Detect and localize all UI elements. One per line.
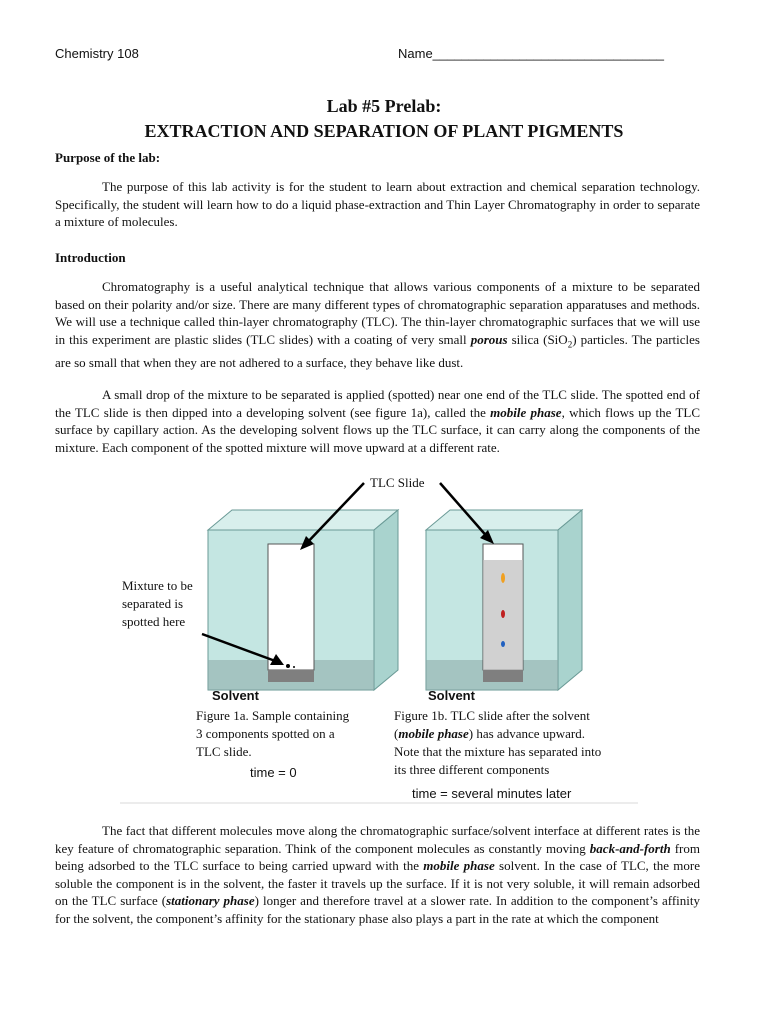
- name-field-label: Name________________________________: [398, 46, 665, 61]
- caption-1a-line2: 3 components spotted on a: [196, 726, 335, 741]
- closing-paragraph: [55, 822, 700, 928]
- purpose-text: The purpose of this lab activity is for the student to learn about extraction and chemical separation technology. Specifically, the student will learn how to do a liquid phase-extraction and Thin Layer Chromatography in order to separate a mixture of molecules.: [55, 179, 700, 230]
- caption-1b-line1: Figure 1b. TLC slide after the solvent: [394, 708, 590, 723]
- tlc-figure: [120, 472, 638, 804]
- tank-right-top: [426, 510, 582, 530]
- sample-spot: [286, 664, 290, 668]
- intro-p2-mobile-phase: mobile phase: [490, 404, 562, 420]
- caption-1b-line4: its three different components: [394, 762, 550, 777]
- intro-p2-text-a: A small drop of the mixture to be separated is applied (spotted) near one end of the TLC slide. The spotted end of the TLC slide is then dipped into a developing solvent (see figure 1a), called the: [55, 387, 700, 420]
- caption-1b-line2: [394, 726, 585, 741]
- purpose-heading: Purpose of the lab:: [55, 150, 161, 165]
- lab-subtitle: EXTRACTION AND SEPARATION OF PLANT PIGMENTS: [144, 121, 624, 141]
- introduction-heading: Introduction: [55, 250, 126, 265]
- purpose-paragraph: [55, 178, 700, 231]
- solvent-label-right: Solvent: [428, 688, 475, 703]
- caption-1b-line3: Note that the mixture has separated into: [394, 744, 602, 759]
- course-label: Chemistry 108: [55, 46, 139, 61]
- component-spot-red: [501, 610, 505, 618]
- caption-1b-paren-open: (: [394, 726, 399, 741]
- component-spot-orange: [501, 573, 505, 583]
- mixture-label-line2: separated is: [122, 596, 184, 611]
- closing-mobile-phase: mobile phase: [423, 858, 495, 874]
- tlc-slide-left-immersed: [268, 670, 314, 682]
- lab-title: Lab #5 Prelab:: [326, 96, 442, 116]
- time-later-label: time = several minutes later: [412, 786, 572, 801]
- tank-right-side: [558, 510, 582, 690]
- tank-right: [426, 510, 582, 703]
- intro-p2-text-b: , which flows up the TLC surface by capillary action. As the developing solvent flows up the TLC surface, it can carry along the components of the mixture. Each component of the spotted mixture will move upward at a different rate.: [55, 404, 701, 455]
- sample-spot-small: [293, 666, 295, 668]
- tank-left-top: [208, 510, 398, 530]
- solvent-label-left: Solvent: [212, 688, 259, 703]
- caption-1b-rest: ) has advance upward.: [468, 726, 585, 741]
- closing-text-c: from being adsorbed to the TLC surface to being carried upward with the: [55, 840, 700, 874]
- closing-stationary-phase: stationary phase: [166, 893, 255, 909]
- tlc-slide-label: TLC Slide: [370, 475, 425, 490]
- intro-paragraph-1: [55, 278, 700, 372]
- mixture-label-line3: spotted here: [122, 614, 186, 629]
- caption-1a-line3: TLC slide.: [196, 744, 252, 759]
- closing-back-and-forth: back-and-forth: [589, 840, 671, 856]
- closing-text-e: solvent. In the case of TLC, the more soluble the component is in the solvent, the faster it travels up the surface. If it is not very soluble, it will remain adsorbed on the TLC surface (: [55, 858, 700, 909]
- tank-left-side: [374, 510, 398, 690]
- intro-p1-text-a: Chromatography is a useful analytical technique that allows various components of a mixture to be separated based on their polarity and/or size. There are many different types of chromatographic separation apparatuses and methods. We will use a technique called thin-layer chromatography (TLC). The thin-layer chromatographic surfaces that we will use in this experiment are plastic slides (TLC slides) with a coating of very small: [55, 279, 700, 347]
- caption-1b-mobile-phase: mobile phase: [398, 726, 469, 741]
- intro-p1-subscript: 2: [567, 339, 573, 350]
- tlc-slide-left: [268, 544, 314, 670]
- tlc-diagram: [120, 472, 638, 804]
- caption-1a-line1: Figure 1a. Sample containing: [196, 708, 350, 723]
- tank-left: [208, 510, 398, 703]
- intro-p1-text-c: ) particles. The particles are so small that when they are not adhered to a surface, they behave like dust.: [55, 331, 700, 370]
- mixture-label-line1: Mixture to be: [122, 578, 193, 593]
- time-zero-label: time = 0: [250, 765, 297, 780]
- intro-p1-text-b: silica (SiO: [507, 331, 568, 347]
- intro-paragraph-2: [55, 386, 700, 456]
- closing-text-g: ) longer and therefore travel at a slower rate. In addition to the component’s affinity for the solvent, the component’s affinity for the stationary phase also plays a part in the rate at which the component: [55, 893, 700, 926]
- component-spot-blue: [501, 641, 505, 647]
- closing-text-a: The fact that different molecules move along the chromatographic surface/solvent interface at different rates is the key feature of chromatographic separation. Think of the component molecules as constantly moving: [55, 823, 700, 856]
- tlc-slide-right-immersed: [483, 670, 523, 682]
- intro-p1-porous: porous: [470, 331, 508, 347]
